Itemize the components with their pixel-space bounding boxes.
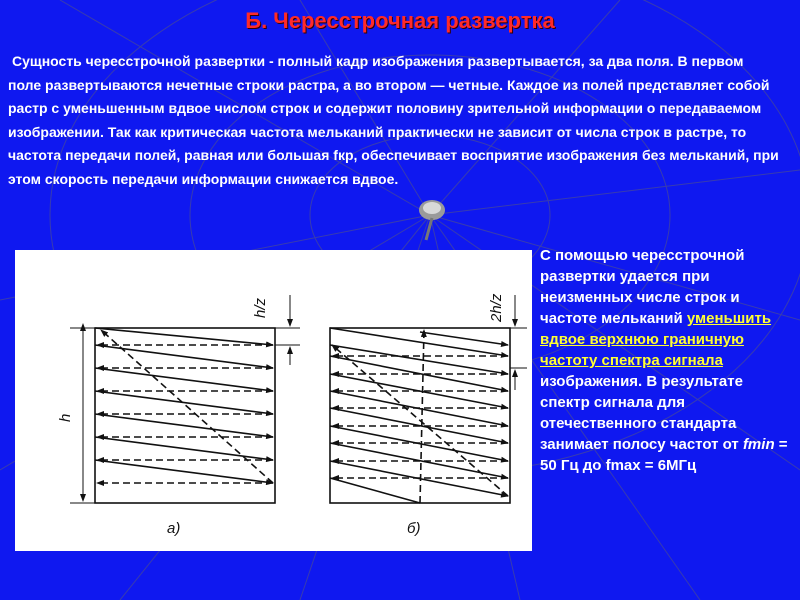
side-text-highlight: уменьшить вдвое верхнюю граничную частоту спектра сигнала (540, 310, 772, 369)
side-text-part1: С помощью чересстрочной развертки удается при неизменных числе строк и частоте мельканий (540, 247, 745, 327)
diagram-a-caption: а) (167, 520, 181, 537)
side-text-fmin: fmin (742, 436, 775, 453)
diagram-b (330, 295, 527, 503)
slide-title: Б. Чересстрочная развертка (245, 8, 555, 33)
scan-diagram-figure (15, 250, 532, 551)
satellite-dish-icon (419, 200, 445, 240)
side-text-part3: = 50 Гц до fmax = 6МГц (540, 436, 788, 474)
diagram-b-caption: б) (407, 520, 421, 537)
side-paragraph (540, 245, 795, 476)
intro-paragraph: Сущность чересстрочной развертки - полный кадр изображения развертывается, за два поля. В первом поле развертываются нечетные строки растра, а во втором — четные. Каждое из полей представляет собой растр с уменьшенным вдвое числом строк и содержит половину зрительной информации о передаваемом изображении. Так как критическая частота мельканий практически не зависит от числа строк в растре, то частота передачи полей, равная или большая fкр, обеспечивает восприятие изображения без мельканий, при этом скорость передачи информации снижается вдвое. (8, 53, 779, 187)
diagram-a-height-label: h (57, 413, 74, 422)
diagram-b-step-label: 2h/z (488, 293, 505, 322)
side-text-part2: изображения. В результате спектр сигнала для отечественного стандарта занимает полосу частот от (540, 373, 743, 453)
diagram-a (70, 295, 300, 503)
diagram-a-step-label: h/z (252, 297, 269, 318)
